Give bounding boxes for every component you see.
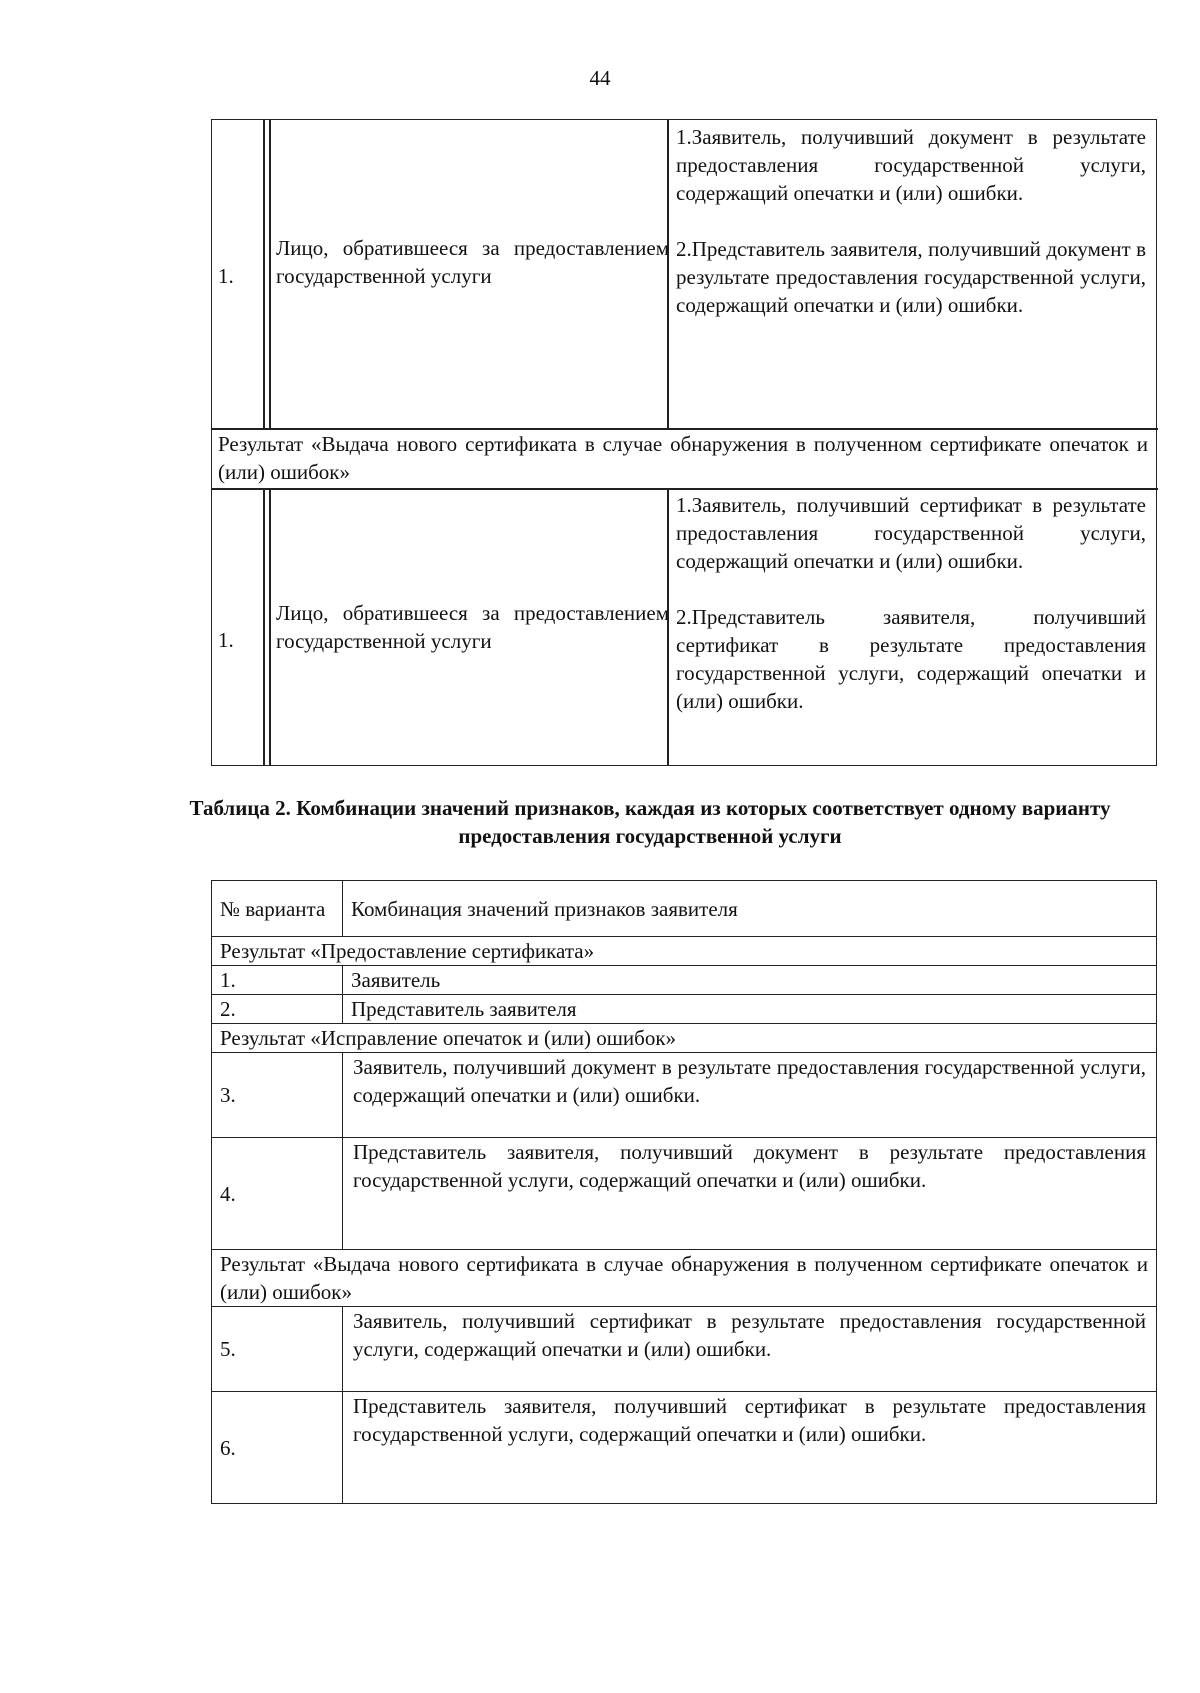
applicant-category: Лицо, обратившееся за предоставлением государственной услуги <box>276 236 669 288</box>
table-row <box>212 966 1157 995</box>
table-row <box>212 1307 1157 1392</box>
table-row <box>212 1053 1157 1138</box>
variant-description: Заявитель, получивший сертификат в результате предоставления государственной услуги, содержащий опечатки и (или) ошибки. <box>343 1307 1157 1392</box>
table-row <box>212 1138 1157 1250</box>
attribute-item: 1.Заявитель, получивший сертификат в результате предоставления государственной услуги, содержащий опечатки и (или) ошибки. <box>676 493 1146 573</box>
variant-description: Заявитель, получивший документ в результате предоставления государственной услуги, содержащий опечатки и (или) ошибки. <box>343 1053 1157 1138</box>
attribute-item: 2.Представитель заявителя, получивший сертификат в результате предоставления государственной услуги, содержащий опечатки и (или) ошибки. <box>676 605 1146 713</box>
applicant-attributes <box>676 491 1146 715</box>
table-header-row <box>212 881 1157 937</box>
group-label: Результат «Выдача нового сертификата в случае обнаружения в полученном сертификате опечаток и (или) ошибок» <box>212 1250 1157 1307</box>
variant-number: 6. <box>212 1392 343 1504</box>
group-row <box>212 937 1157 966</box>
row-number: 1. <box>218 264 234 288</box>
header-variant-number: № варианта <box>212 881 343 937</box>
table-row <box>212 995 1157 1024</box>
variant-number: 2. <box>212 995 343 1024</box>
attribute-item: 1.Заявитель, получивший документ в результате предоставления государственной услуги, содержащий опечатки и (или) ошибки. <box>676 125 1146 205</box>
variant-number: 3. <box>212 1053 343 1138</box>
variant-description: Заявитель <box>343 966 1157 995</box>
attribute-item: 2.Представитель заявителя, получивший документ в результате предоставления государственной услуги, содержащий опечатки и (или) ошибки. <box>676 237 1146 317</box>
row-number: 1. <box>218 628 234 652</box>
group-row <box>212 1250 1157 1307</box>
header-attribute-combination: Комбинация значений признаков заявителя <box>343 881 1157 937</box>
variant-description: Представитель заявителя, получивший документ в результате предоставления государственной услуги, содержащий опечатки и (или) ошибки. <box>343 1138 1157 1250</box>
table-row <box>212 1392 1157 1504</box>
variant-description: Представитель заявителя <box>343 995 1157 1024</box>
variant-number: 1. <box>212 966 343 995</box>
table-caption: Таблица 2. Комбинации значений признаков, каждая из которых соответствует одному варианту предоставления государственной услуги <box>189 796 1111 848</box>
variant-number: 5. <box>212 1307 343 1392</box>
result-row: Результат «Выдача нового сертификата в случае обнаружения в полученном сертификате опечаток и (или) ошибок» <box>218 432 1148 484</box>
variant-number: 4. <box>212 1138 343 1250</box>
applicant-table-continued <box>211 119 1157 766</box>
applicant-category: Лицо, обратившееся за предоставлением государственной услуги <box>276 601 669 653</box>
applicant-attributes <box>676 123 1146 319</box>
group-label: Результат «Исправление опечаток и (или) ошибок» <box>212 1024 1157 1053</box>
page-number: 44 <box>589 66 611 90</box>
group-row <box>212 1024 1157 1053</box>
variants-table <box>211 880 1157 1504</box>
group-label: Результат «Предоставление сертификата» <box>212 937 1157 966</box>
variant-description: Представитель заявителя, получивший сертификат в результате предоставления государственной услуги, содержащий опечатки и (или) ошибки. <box>343 1392 1157 1504</box>
